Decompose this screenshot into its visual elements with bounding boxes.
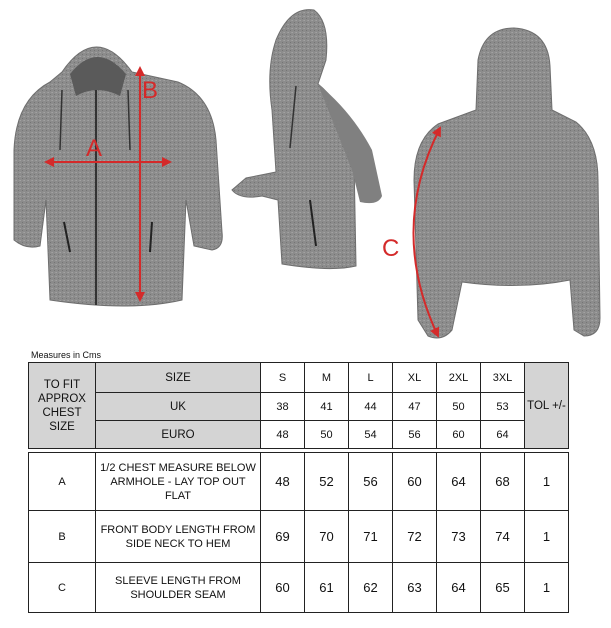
measure-tol: 1 [525,563,569,613]
euro-row [29,421,569,449]
uk-cell: 53 [481,393,525,421]
measure-value: 61 [305,563,349,613]
measure-value: 69 [261,511,305,563]
euro-cell: 54 [349,421,393,449]
measure-c-label: C [382,235,400,262]
measure-key: A [29,453,96,511]
uk-cell: 44 [349,393,393,421]
measure-value: 60 [261,563,305,613]
measure-value: 70 [305,511,349,563]
size-cell: 2XL [437,363,481,393]
back-view-hoodie [382,28,600,338]
size-cell: 3XL [481,363,525,393]
euro-cell: 50 [305,421,349,449]
measure-value: 62 [349,563,393,613]
size-cell: XL [393,363,437,393]
side-view-hoodie [232,10,382,269]
measure-row-c [29,563,569,613]
size-header-row [29,363,569,393]
measure-description: SLEEVE LENGTH FROM SHOULDER SEAM [96,563,261,613]
measure-key: B [29,511,96,563]
size-cell: S [261,363,305,393]
measure-value: 73 [437,511,481,563]
measure-row-a [29,453,569,511]
measure-description: 1/2 CHEST MEASURE BELOW ARMHOLE - LAY TOP OUT FLAT [96,453,261,511]
measure-value: 56 [349,453,393,511]
euro-cell: 64 [481,421,525,449]
euro-cell: 56 [393,421,437,449]
euro-row-label: EURO [96,421,261,449]
measure-value: 72 [393,511,437,563]
measure-value: 52 [305,453,349,511]
front-view-hoodie [14,47,222,306]
measure-value: 68 [481,453,525,511]
measure-value: 60 [393,453,437,511]
measure-value: 71 [349,511,393,563]
measure-b-label: B [142,77,159,104]
uk-row-label: UK [96,393,261,421]
euro-cell: 48 [261,421,305,449]
size-cell: L [349,363,393,393]
tol-label: TOL +/- [525,363,569,449]
measure-a-label: A [86,135,103,162]
measure-value: 64 [437,453,481,511]
measure-description: FRONT BODY LENGTH FROM SIDE NECK TO HEM [96,511,261,563]
uk-row [29,393,569,421]
measure-tol: 1 [525,511,569,563]
measures-note: Measures in Cms [31,350,102,360]
uk-cell: 38 [261,393,305,421]
size-cell: M [305,363,349,393]
size-row-label: SIZE [96,363,261,393]
measure-row-b [29,511,569,563]
euro-cell: 60 [437,421,481,449]
measure-value: 64 [437,563,481,613]
fit-label: TO FIT APPROX CHEST SIZE [29,363,96,449]
measure-value: 48 [261,453,305,511]
measure-value: 63 [393,563,437,613]
uk-cell: 41 [305,393,349,421]
size-chart-table [28,362,569,613]
measure-tol: 1 [525,453,569,511]
measure-value: 65 [481,563,525,613]
uk-cell: 47 [393,393,437,421]
uk-cell: 50 [437,393,481,421]
measure-value: 74 [481,511,525,563]
measure-key: C [29,563,96,613]
